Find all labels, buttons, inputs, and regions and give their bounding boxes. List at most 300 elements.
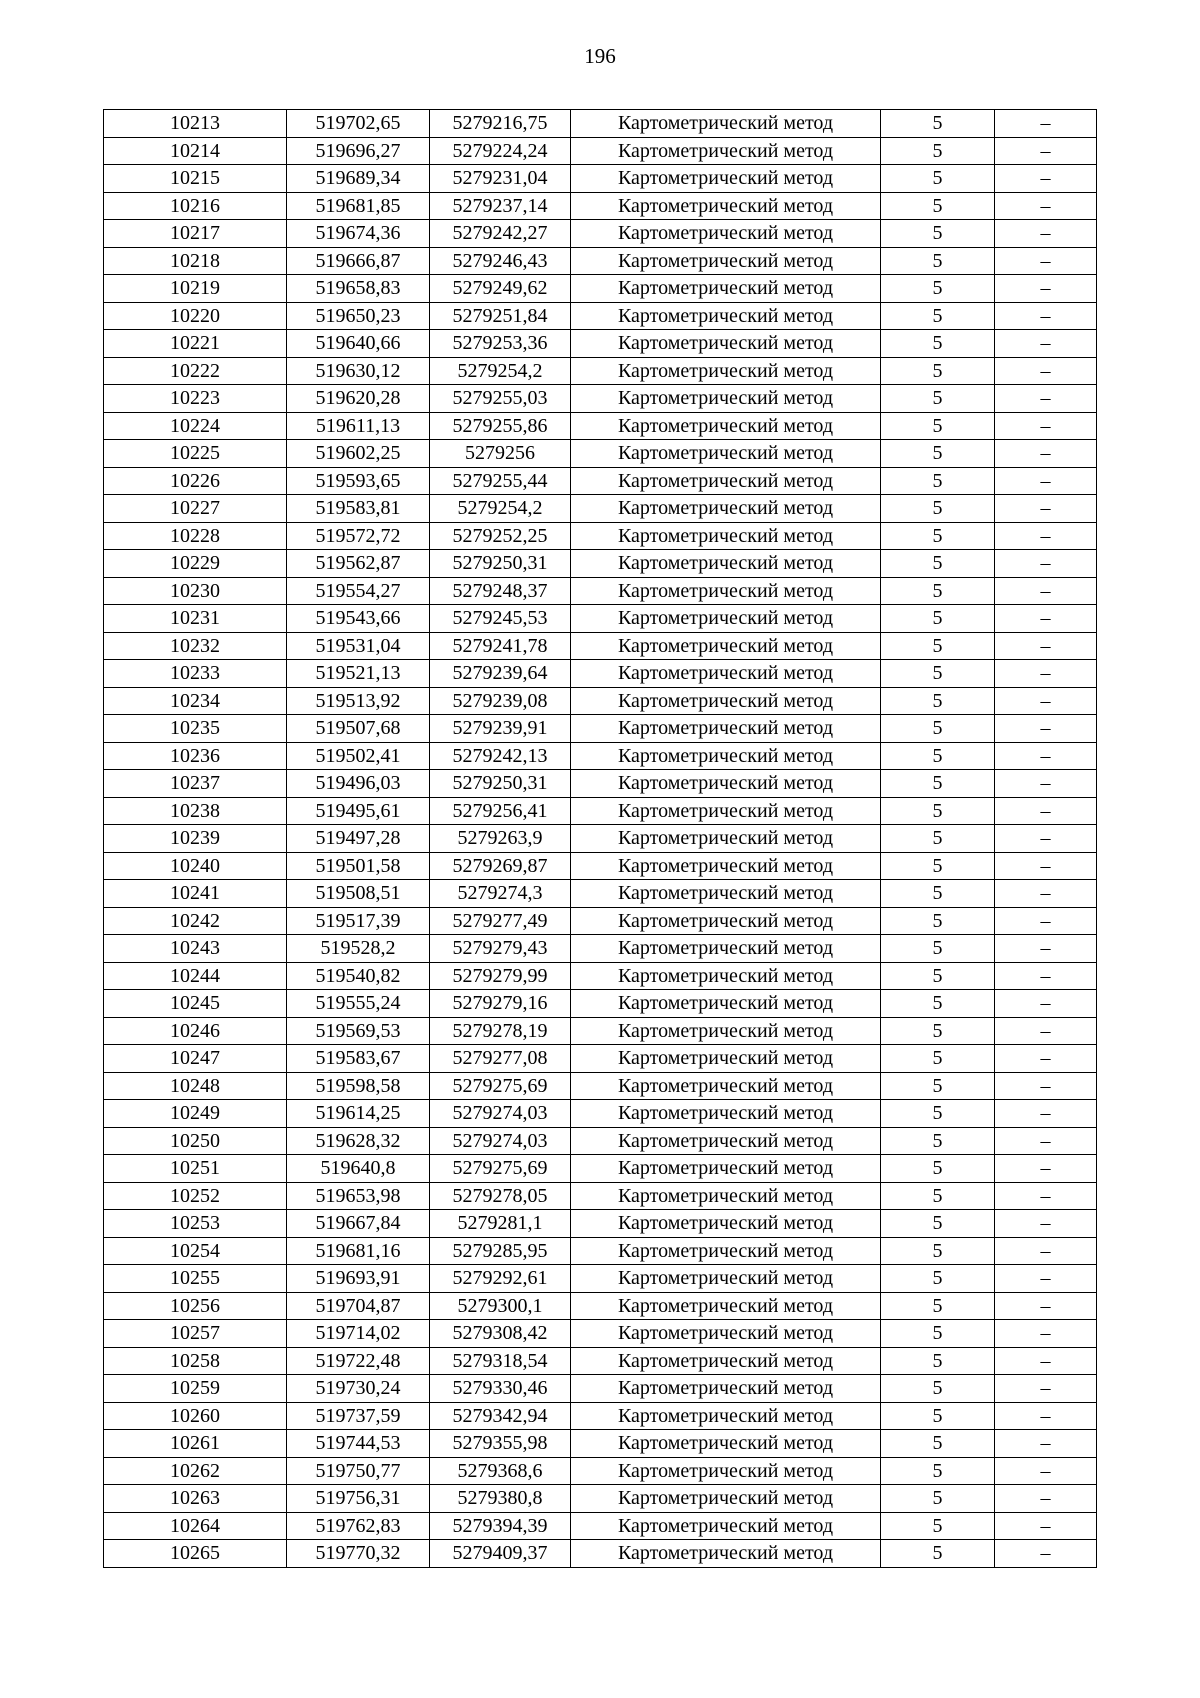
x-coordinate-cell: 519762,83 xyxy=(287,1512,430,1540)
method-cell: Картометрический метод xyxy=(571,1540,881,1568)
x-coordinate-cell: 519674,36 xyxy=(287,220,430,248)
point-number-cell: 10232 xyxy=(104,632,287,660)
method-cell: Картометрический метод xyxy=(571,1402,881,1430)
description-cell: – xyxy=(995,1457,1097,1485)
x-coordinate-cell: 519640,66 xyxy=(287,330,430,358)
method-cell: Картометрический метод xyxy=(571,137,881,165)
x-coordinate-cell: 519555,24 xyxy=(287,990,430,1018)
table-row xyxy=(104,330,1097,358)
description-cell: – xyxy=(995,467,1097,495)
y-coordinate-cell: 5279277,49 xyxy=(430,907,571,935)
point-number-cell: 10250 xyxy=(104,1127,287,1155)
accuracy-cell: 5 xyxy=(881,1155,995,1183)
method-cell: Картометрический метод xyxy=(571,852,881,880)
table-row xyxy=(104,1430,1097,1458)
table-row xyxy=(104,852,1097,880)
table-row xyxy=(104,1292,1097,1320)
point-number-cell: 10229 xyxy=(104,550,287,578)
method-cell: Картометрический метод xyxy=(571,165,881,193)
method-cell: Картометрический метод xyxy=(571,935,881,963)
y-coordinate-cell: 5279252,25 xyxy=(430,522,571,550)
y-coordinate-cell: 5279318,54 xyxy=(430,1347,571,1375)
accuracy-cell: 5 xyxy=(881,357,995,385)
method-cell: Картометрический метод xyxy=(571,1182,881,1210)
table-row xyxy=(104,1210,1097,1238)
description-cell: – xyxy=(995,577,1097,605)
point-number-cell: 10216 xyxy=(104,192,287,220)
y-coordinate-cell: 5279237,14 xyxy=(430,192,571,220)
point-number-cell: 10240 xyxy=(104,852,287,880)
accuracy-cell: 5 xyxy=(881,1375,995,1403)
method-cell: Картометрический метод xyxy=(571,495,881,523)
table-row xyxy=(104,660,1097,688)
x-coordinate-cell: 519722,48 xyxy=(287,1347,430,1375)
description-cell: – xyxy=(995,1485,1097,1513)
accuracy-cell: 5 xyxy=(881,880,995,908)
description-cell: – xyxy=(995,1375,1097,1403)
point-number-cell: 10246 xyxy=(104,1017,287,1045)
y-coordinate-cell: 5279279,16 xyxy=(430,990,571,1018)
y-coordinate-cell: 5279368,6 xyxy=(430,1457,571,1485)
description-cell: – xyxy=(995,825,1097,853)
point-number-cell: 10236 xyxy=(104,742,287,770)
point-number-cell: 10256 xyxy=(104,1292,287,1320)
description-cell: – xyxy=(995,1017,1097,1045)
y-coordinate-cell: 5279278,19 xyxy=(430,1017,571,1045)
y-coordinate-cell: 5279245,53 xyxy=(430,605,571,633)
accuracy-cell: 5 xyxy=(881,797,995,825)
accuracy-cell: 5 xyxy=(881,1127,995,1155)
description-cell: – xyxy=(995,797,1097,825)
description-cell: – xyxy=(995,880,1097,908)
description-cell: – xyxy=(995,1100,1097,1128)
x-coordinate-cell: 519620,28 xyxy=(287,385,430,413)
method-cell: Картометрический метод xyxy=(571,605,881,633)
accuracy-cell: 5 xyxy=(881,247,995,275)
accuracy-cell: 5 xyxy=(881,412,995,440)
x-coordinate-cell: 519658,83 xyxy=(287,275,430,303)
description-cell: – xyxy=(995,330,1097,358)
x-coordinate-cell: 519650,23 xyxy=(287,302,430,330)
x-coordinate-cell: 519681,85 xyxy=(287,192,430,220)
method-cell: Картометрический метод xyxy=(571,1072,881,1100)
point-number-cell: 10223 xyxy=(104,385,287,413)
y-coordinate-cell: 5279281,1 xyxy=(430,1210,571,1238)
description-cell: – xyxy=(995,1045,1097,1073)
accuracy-cell: 5 xyxy=(881,192,995,220)
method-cell: Картометрический метод xyxy=(571,962,881,990)
description-cell: – xyxy=(995,1402,1097,1430)
y-coordinate-cell: 5279242,27 xyxy=(430,220,571,248)
method-cell: Картометрический метод xyxy=(571,1045,881,1073)
point-number-cell: 10257 xyxy=(104,1320,287,1348)
point-number-cell: 10230 xyxy=(104,577,287,605)
method-cell: Картометрический метод xyxy=(571,825,881,853)
x-coordinate-cell: 519508,51 xyxy=(287,880,430,908)
x-coordinate-cell: 519501,58 xyxy=(287,852,430,880)
accuracy-cell: 5 xyxy=(881,907,995,935)
accuracy-cell: 5 xyxy=(881,1292,995,1320)
point-number-cell: 10264 xyxy=(104,1512,287,1540)
accuracy-cell: 5 xyxy=(881,1265,995,1293)
method-cell: Картометрический метод xyxy=(571,1320,881,1348)
x-coordinate-cell: 519689,34 xyxy=(287,165,430,193)
y-coordinate-cell: 5279249,62 xyxy=(430,275,571,303)
x-coordinate-cell: 519744,53 xyxy=(287,1430,430,1458)
y-coordinate-cell: 5279292,61 xyxy=(430,1265,571,1293)
point-number-cell: 10226 xyxy=(104,467,287,495)
page-number: 196 xyxy=(584,44,616,68)
point-number-cell: 10261 xyxy=(104,1430,287,1458)
description-cell: – xyxy=(995,1265,1097,1293)
x-coordinate-cell: 519531,04 xyxy=(287,632,430,660)
x-coordinate-cell: 519737,59 xyxy=(287,1402,430,1430)
method-cell: Картометрический метод xyxy=(571,1237,881,1265)
point-number-cell: 10260 xyxy=(104,1402,287,1430)
table-row xyxy=(104,990,1097,1018)
point-number-cell: 10233 xyxy=(104,660,287,688)
y-coordinate-cell: 5279274,03 xyxy=(430,1100,571,1128)
point-number-cell: 10218 xyxy=(104,247,287,275)
table-row xyxy=(104,715,1097,743)
x-coordinate-cell: 519730,24 xyxy=(287,1375,430,1403)
x-coordinate-cell: 519681,16 xyxy=(287,1237,430,1265)
y-coordinate-cell: 5279285,95 xyxy=(430,1237,571,1265)
description-cell: – xyxy=(995,137,1097,165)
table-row xyxy=(104,1540,1097,1568)
description-cell: – xyxy=(995,220,1097,248)
accuracy-cell: 5 xyxy=(881,1512,995,1540)
accuracy-cell: 5 xyxy=(881,715,995,743)
y-coordinate-cell: 5279278,05 xyxy=(430,1182,571,1210)
table-row xyxy=(104,1375,1097,1403)
y-coordinate-cell: 5279394,39 xyxy=(430,1512,571,1540)
method-cell: Картометрический метод xyxy=(571,275,881,303)
description-cell: – xyxy=(995,440,1097,468)
accuracy-cell: 5 xyxy=(881,302,995,330)
y-coordinate-cell: 5279253,36 xyxy=(430,330,571,358)
accuracy-cell: 5 xyxy=(881,1100,995,1128)
table-row xyxy=(104,797,1097,825)
description-cell: – xyxy=(995,742,1097,770)
x-coordinate-cell: 519770,32 xyxy=(287,1540,430,1568)
accuracy-cell: 5 xyxy=(881,1402,995,1430)
point-number-cell: 10245 xyxy=(104,990,287,1018)
table-row xyxy=(104,1347,1097,1375)
y-coordinate-cell: 5279242,13 xyxy=(430,742,571,770)
accuracy-cell: 5 xyxy=(881,770,995,798)
x-coordinate-cell: 519640,8 xyxy=(287,1155,430,1183)
method-cell: Картометрический метод xyxy=(571,797,881,825)
y-coordinate-cell: 5279246,43 xyxy=(430,247,571,275)
x-coordinate-cell: 519704,87 xyxy=(287,1292,430,1320)
table-row xyxy=(104,357,1097,385)
accuracy-cell: 5 xyxy=(881,330,995,358)
description-cell: – xyxy=(995,1182,1097,1210)
x-coordinate-cell: 519554,27 xyxy=(287,577,430,605)
x-coordinate-cell: 519528,2 xyxy=(287,935,430,963)
method-cell: Картометрический метод xyxy=(571,467,881,495)
table-row xyxy=(104,825,1097,853)
table-row xyxy=(104,412,1097,440)
table-row xyxy=(104,165,1097,193)
y-coordinate-cell: 5279216,75 xyxy=(430,110,571,138)
y-coordinate-cell: 5279241,78 xyxy=(430,632,571,660)
point-number-cell: 10231 xyxy=(104,605,287,633)
y-coordinate-cell: 5279224,24 xyxy=(430,137,571,165)
method-cell: Картометрический метод xyxy=(571,1127,881,1155)
table-row xyxy=(104,302,1097,330)
accuracy-cell: 5 xyxy=(881,1430,995,1458)
table-row xyxy=(104,495,1097,523)
table-row xyxy=(104,907,1097,935)
point-number-cell: 10248 xyxy=(104,1072,287,1100)
method-cell: Картометрический метод xyxy=(571,522,881,550)
table-row xyxy=(104,110,1097,138)
point-number-cell: 10243 xyxy=(104,935,287,963)
accuracy-cell: 5 xyxy=(881,275,995,303)
accuracy-cell: 5 xyxy=(881,825,995,853)
accuracy-cell: 5 xyxy=(881,1017,995,1045)
accuracy-cell: 5 xyxy=(881,742,995,770)
y-coordinate-cell: 5279342,94 xyxy=(430,1402,571,1430)
method-cell: Картометрический метод xyxy=(571,632,881,660)
table-row xyxy=(104,385,1097,413)
accuracy-cell: 5 xyxy=(881,935,995,963)
x-coordinate-cell: 519496,03 xyxy=(287,770,430,798)
description-cell: – xyxy=(995,1320,1097,1348)
x-coordinate-cell: 519666,87 xyxy=(287,247,430,275)
x-coordinate-cell: 519502,41 xyxy=(287,742,430,770)
y-coordinate-cell: 5279250,31 xyxy=(430,550,571,578)
x-coordinate-cell: 519756,31 xyxy=(287,1485,430,1513)
x-coordinate-cell: 519513,92 xyxy=(287,687,430,715)
y-coordinate-cell: 5279275,69 xyxy=(430,1072,571,1100)
point-number-cell: 10235 xyxy=(104,715,287,743)
table-row xyxy=(104,1485,1097,1513)
y-coordinate-cell: 5279274,3 xyxy=(430,880,571,908)
x-coordinate-cell: 519517,39 xyxy=(287,907,430,935)
table-row xyxy=(104,605,1097,633)
method-cell: Картометрический метод xyxy=(571,1292,881,1320)
x-coordinate-cell: 519569,53 xyxy=(287,1017,430,1045)
method-cell: Картометрический метод xyxy=(571,1347,881,1375)
accuracy-cell: 5 xyxy=(881,550,995,578)
method-cell: Картометрический метод xyxy=(571,1457,881,1485)
description-cell: – xyxy=(995,357,1097,385)
accuracy-cell: 5 xyxy=(881,440,995,468)
table-row xyxy=(104,1182,1097,1210)
y-coordinate-cell: 5279239,91 xyxy=(430,715,571,743)
point-number-cell: 10221 xyxy=(104,330,287,358)
description-cell: – xyxy=(995,632,1097,660)
point-number-cell: 10225 xyxy=(104,440,287,468)
point-number-cell: 10217 xyxy=(104,220,287,248)
table-row xyxy=(104,1045,1097,1073)
point-number-cell: 10255 xyxy=(104,1265,287,1293)
accuracy-cell: 5 xyxy=(881,1457,995,1485)
point-number-cell: 10242 xyxy=(104,907,287,935)
x-coordinate-cell: 519614,25 xyxy=(287,1100,430,1128)
accuracy-cell: 5 xyxy=(881,1072,995,1100)
x-coordinate-cell: 519495,61 xyxy=(287,797,430,825)
x-coordinate-cell: 519583,81 xyxy=(287,495,430,523)
point-number-cell: 10238 xyxy=(104,797,287,825)
accuracy-cell: 5 xyxy=(881,137,995,165)
point-number-cell: 10214 xyxy=(104,137,287,165)
point-number-cell: 10220 xyxy=(104,302,287,330)
y-coordinate-cell: 5279255,44 xyxy=(430,467,571,495)
description-cell: – xyxy=(995,165,1097,193)
point-number-cell: 10262 xyxy=(104,1457,287,1485)
table-row xyxy=(104,522,1097,550)
x-coordinate-cell: 519540,82 xyxy=(287,962,430,990)
table-row xyxy=(104,632,1097,660)
description-cell: – xyxy=(995,1127,1097,1155)
method-cell: Картометрический метод xyxy=(571,1100,881,1128)
accuracy-cell: 5 xyxy=(881,1540,995,1568)
method-cell: Картометрический метод xyxy=(571,770,881,798)
point-number-cell: 10219 xyxy=(104,275,287,303)
method-cell: Картометрический метод xyxy=(571,687,881,715)
x-coordinate-cell: 519693,91 xyxy=(287,1265,430,1293)
point-number-cell: 10253 xyxy=(104,1210,287,1238)
point-number-cell: 10265 xyxy=(104,1540,287,1568)
table-row xyxy=(104,742,1097,770)
table-row xyxy=(104,550,1097,578)
point-number-cell: 10259 xyxy=(104,1375,287,1403)
x-coordinate-cell: 519497,28 xyxy=(287,825,430,853)
table-row xyxy=(104,137,1097,165)
description-cell: – xyxy=(995,1430,1097,1458)
table-row xyxy=(104,1155,1097,1183)
method-cell: Картометрический метод xyxy=(571,302,881,330)
x-coordinate-cell: 519628,32 xyxy=(287,1127,430,1155)
table-row xyxy=(104,1127,1097,1155)
table-row xyxy=(104,1237,1097,1265)
method-cell: Картометрический метод xyxy=(571,1512,881,1540)
accuracy-cell: 5 xyxy=(881,1210,995,1238)
accuracy-cell: 5 xyxy=(881,495,995,523)
y-coordinate-cell: 5279279,99 xyxy=(430,962,571,990)
method-cell: Картометрический метод xyxy=(571,330,881,358)
x-coordinate-cell: 519667,84 xyxy=(287,1210,430,1238)
description-cell: – xyxy=(995,687,1097,715)
method-cell: Картометрический метод xyxy=(571,577,881,605)
table-row xyxy=(104,1320,1097,1348)
y-coordinate-cell: 5279277,08 xyxy=(430,1045,571,1073)
y-coordinate-cell: 5279279,43 xyxy=(430,935,571,963)
table-row xyxy=(104,1457,1097,1485)
accuracy-cell: 5 xyxy=(881,1237,995,1265)
table-row xyxy=(104,247,1097,275)
description-cell: – xyxy=(995,110,1097,138)
accuracy-cell: 5 xyxy=(881,632,995,660)
table-row xyxy=(104,1017,1097,1045)
point-number-cell: 10254 xyxy=(104,1237,287,1265)
method-cell: Картометрический метод xyxy=(571,412,881,440)
x-coordinate-cell: 519696,27 xyxy=(287,137,430,165)
table-row xyxy=(104,467,1097,495)
description-cell: – xyxy=(995,1237,1097,1265)
table-row xyxy=(104,220,1097,248)
point-number-cell: 10252 xyxy=(104,1182,287,1210)
description-cell: – xyxy=(995,962,1097,990)
y-coordinate-cell: 5279255,86 xyxy=(430,412,571,440)
table-row xyxy=(104,1100,1097,1128)
accuracy-cell: 5 xyxy=(881,1347,995,1375)
y-coordinate-cell: 5279256,41 xyxy=(430,797,571,825)
y-coordinate-cell: 5279409,37 xyxy=(430,1540,571,1568)
x-coordinate-cell: 519593,65 xyxy=(287,467,430,495)
table-row xyxy=(104,1265,1097,1293)
x-coordinate-cell: 519702,65 xyxy=(287,110,430,138)
description-cell: – xyxy=(995,192,1097,220)
method-cell: Картометрический метод xyxy=(571,220,881,248)
method-cell: Картометрический метод xyxy=(571,880,881,908)
x-coordinate-cell: 519602,25 xyxy=(287,440,430,468)
accuracy-cell: 5 xyxy=(881,220,995,248)
description-cell: – xyxy=(995,385,1097,413)
description-cell: – xyxy=(995,605,1097,633)
method-cell: Картометрический метод xyxy=(571,1155,881,1183)
method-cell: Картометрический метод xyxy=(571,385,881,413)
accuracy-cell: 5 xyxy=(881,577,995,605)
y-coordinate-cell: 5279254,2 xyxy=(430,357,571,385)
description-cell: – xyxy=(995,1347,1097,1375)
point-number-cell: 10224 xyxy=(104,412,287,440)
table-row xyxy=(104,687,1097,715)
accuracy-cell: 5 xyxy=(881,1485,995,1513)
y-coordinate-cell: 5279239,64 xyxy=(430,660,571,688)
x-coordinate-cell: 519653,98 xyxy=(287,1182,430,1210)
y-coordinate-cell: 5279256 xyxy=(430,440,571,468)
point-number-cell: 10237 xyxy=(104,770,287,798)
point-number-cell: 10263 xyxy=(104,1485,287,1513)
accuracy-cell: 5 xyxy=(881,852,995,880)
accuracy-cell: 5 xyxy=(881,687,995,715)
method-cell: Картометрический метод xyxy=(571,1485,881,1513)
x-coordinate-cell: 519583,67 xyxy=(287,1045,430,1073)
y-coordinate-cell: 5279248,37 xyxy=(430,577,571,605)
y-coordinate-cell: 5279300,1 xyxy=(430,1292,571,1320)
y-coordinate-cell: 5279239,08 xyxy=(430,687,571,715)
point-number-cell: 10241 xyxy=(104,880,287,908)
table-row xyxy=(104,1512,1097,1540)
point-number-cell: 10258 xyxy=(104,1347,287,1375)
y-coordinate-cell: 5279355,98 xyxy=(430,1430,571,1458)
y-coordinate-cell: 5279251,84 xyxy=(430,302,571,330)
x-coordinate-cell: 519562,87 xyxy=(287,550,430,578)
method-cell: Картометрический метод xyxy=(571,1375,881,1403)
point-number-cell: 10222 xyxy=(104,357,287,385)
accuracy-cell: 5 xyxy=(881,522,995,550)
y-coordinate-cell: 5279255,03 xyxy=(430,385,571,413)
method-cell: Картометрический метод xyxy=(571,247,881,275)
accuracy-cell: 5 xyxy=(881,1320,995,1348)
table-row xyxy=(104,275,1097,303)
method-cell: Картометрический метод xyxy=(571,715,881,743)
coordinates-table-body xyxy=(104,110,1097,1568)
table-row xyxy=(104,935,1097,963)
method-cell: Картометрический метод xyxy=(571,907,881,935)
accuracy-cell: 5 xyxy=(881,165,995,193)
method-cell: Картометрический метод xyxy=(571,1430,881,1458)
description-cell: – xyxy=(995,990,1097,1018)
y-coordinate-cell: 5279254,2 xyxy=(430,495,571,523)
y-coordinate-cell: 5279263,9 xyxy=(430,825,571,853)
method-cell: Картометрический метод xyxy=(571,357,881,385)
